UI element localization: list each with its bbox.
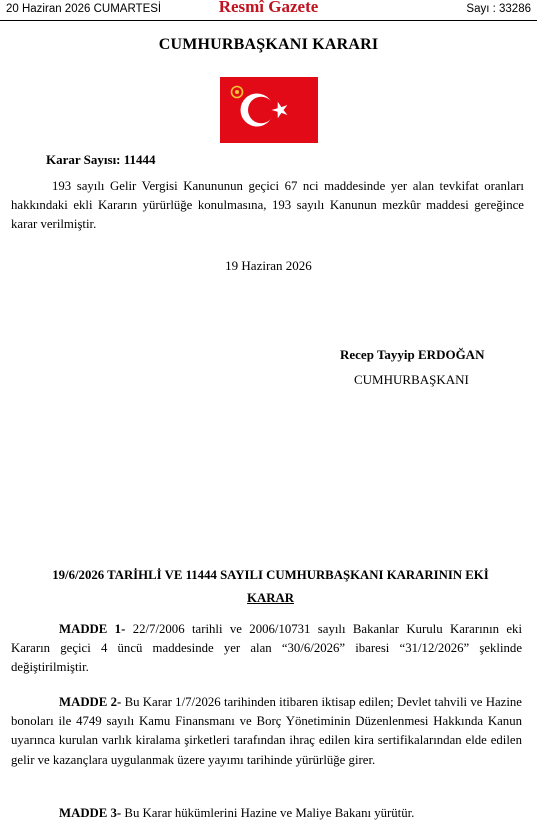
turkish-flag-icon bbox=[220, 77, 318, 143]
article-1 bbox=[11, 620, 522, 678]
document-title: CUMHURBAŞKANI KARARI bbox=[158, 36, 379, 53]
signatory-name: Recep Tayyip ERDOĞAN bbox=[340, 347, 485, 362]
article-label: MADDE 2- bbox=[59, 695, 122, 709]
article-3 bbox=[11, 804, 522, 823]
annex-title-karar: KARAR bbox=[247, 591, 294, 605]
annex-title-line: 19/6/2026 TARİHLİ VE 11444 SAYILI CUMHURBAŞKANI KARARININ EKİ bbox=[52, 568, 489, 582]
article-label: MADDE 3- bbox=[59, 806, 122, 820]
article-2 bbox=[11, 693, 522, 770]
article-text: Bu Karar hükümlerini Hazine ve Maliye Bakanı yürütür. bbox=[121, 806, 415, 820]
annex-title bbox=[32, 564, 509, 610]
decision-body: 193 sayılı Gelir Vergisi Kanununun geçici 67 nci maddesinde yer alan tevkifat oranları hakkındaki ekli Kararın yürürlüğe konulmasına, 193 sayılı Kanunun mezkûr maddesi gereğince karar verilmiştir. bbox=[11, 179, 524, 232]
decision-date: 19 Haziran 2026 bbox=[225, 258, 312, 273]
decision-number: Karar Sayısı: 11444 bbox=[46, 152, 156, 167]
article-text: Bu Karar 1/7/2026 tarihinden itibaren iktisap edilen; Devlet tahvili ve Hazine bonoları ile 4749 sayılı Kamu Finansmanı ve Borç Yönetiminin Düzenlenmesi Hakkında Kanun uyarınca kurulan varlık kiralama şirketleri tarafından ihraç edilen kira sertifikalarından elde edilen gelir ve kazançlara uygulanmak üzere yayımı tarihinde yürürlüğe girer. bbox=[11, 695, 522, 767]
gazette-header bbox=[0, 0, 537, 21]
issue-number: Sayı : 33286 bbox=[466, 3, 531, 15]
issue-date: 20 Haziran 2026 CUMARTESİ bbox=[6, 3, 162, 15]
signatory-title: CUMHURBAŞKANI bbox=[354, 372, 469, 387]
article-text: 22/7/2006 tarihli ve 2006/10731 sayılı Bakanlar Kurulu Kararının eki Kararın geçici 4 üncü maddesinde yer alan “30/6/2026” ibaresi “31/12/2026” şeklinde değiştirilmiştir. bbox=[11, 622, 523, 675]
article-label: MADDE 1- bbox=[59, 622, 126, 636]
gazette-title: Resmî Gazete bbox=[218, 0, 319, 16]
